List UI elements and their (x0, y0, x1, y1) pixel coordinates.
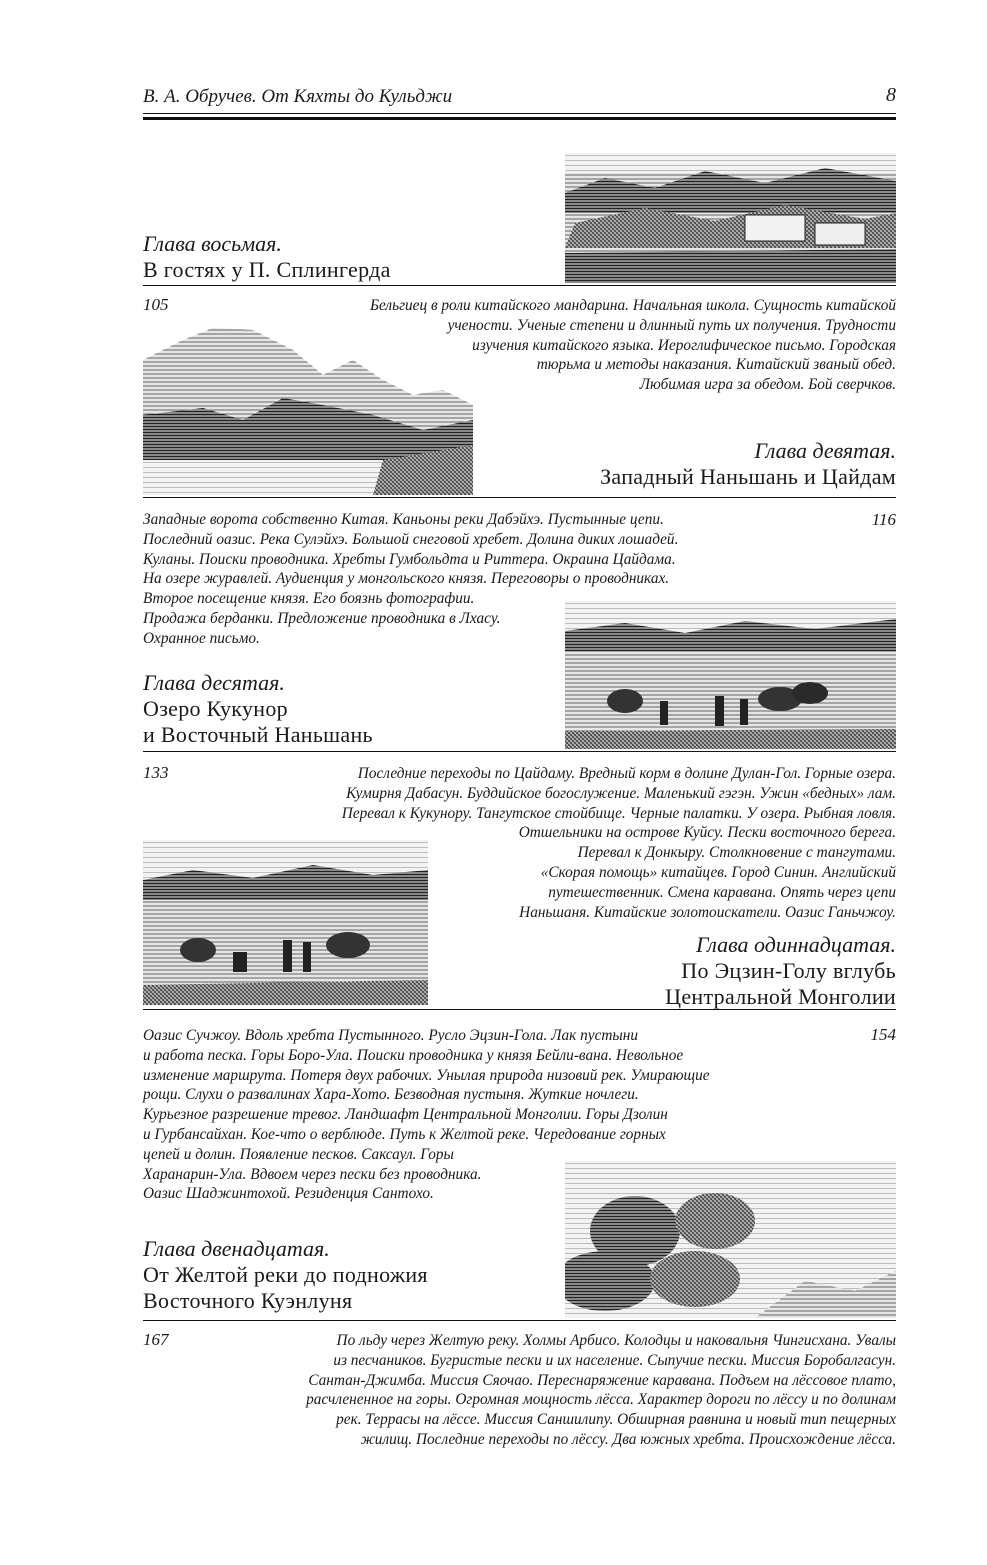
chapter-11-summary-line: Оазис Сучжоу. Вдоль хребта Пустынного. Русло Эцзин-Гола. Лак пустыни (143, 1027, 639, 1044)
chapter-12-rule (143, 1320, 896, 1321)
chapter-12-title-line-2: Восточного Куэнлуня (143, 1288, 353, 1313)
chapter-8-heading (143, 231, 391, 283)
chapter-12-title-line-1: От Желтой реки до подножия (143, 1262, 428, 1287)
chapter-12-summary-line: из песчаников. Бугристые пески и их население. Сыпучие пески. Миссия Боробалгасун. (333, 1351, 896, 1369)
chapter-12-heading (143, 1236, 428, 1314)
chapter-11-summary-line: цепей и долин. Появление песков. Саксаул. Горы (143, 1145, 454, 1163)
chapter-12-summary-line: жилищ. Последние переходы по лёссу. Два южных хребта. Происхождение лёсса. (360, 1430, 896, 1448)
chapter-11-summary-line: Оазис Шаджинтохой. Резиденция Сантохо. (143, 1185, 434, 1203)
chapter-10-summary-line: путешественник. Смена каравана. Опять через цепи (548, 883, 896, 901)
chapter-10-summary-line: Перевал к Кукунору. Тангутское стойбище. Черные палатки. У озера. Рыбная ловля. (341, 804, 896, 822)
chapter-9-page: 116 (871, 510, 896, 529)
chapter-11-summary-line: рощи. Слухи о развалинах Хара-Хото. Безводная пустыня. Жуткие ночлеги. (143, 1086, 639, 1104)
chapter-9-heading (600, 438, 896, 490)
chapter-12-summary-line: По льду через Желтую реку. Холмы Арбисо. Колодцы и наковальня Чингисхана. Увалы (336, 1332, 896, 1349)
chapter-10-title-line-1: Озеро Кукунор (143, 696, 288, 721)
header-rule-thick (143, 117, 896, 120)
chapter-9-summary-line: На озере журавлей. Аудиенция у монгольского князя. Переговоры о проводниках. (143, 570, 670, 588)
chapter-8-label: Глава восьмая. (143, 231, 282, 256)
chapter-8-summary-line: изучения китайского языка. Иероглифическое письмо. Городская (472, 336, 896, 354)
chapter-12-summary-line: рек. Террасы на лёссе. Миссия Саншилипу. Обширная равнина и новый тип пещерных (336, 1411, 896, 1429)
chapter-8-summary-line: учености. Ученые степени и длинный путь их получения. Трудности (447, 316, 896, 334)
chapter-12-summary-line: Сантан-Джимба. Миссия Сяочао. Переснаряжение каравана. Подъем на лёссовое плато, (308, 1371, 896, 1389)
chapter-9-summary-line: Западные ворота собственно Китая. Каньоны реки Дабэйхэ. Пустынные цепи. (143, 511, 664, 528)
chapter-12-summary (176, 1331, 896, 1450)
chapter-11-title-line-1: По Эцзин-Голу вглубь (681, 958, 896, 983)
chapter-8-summary-line: тюрьма и методы наказания. Китайский званый обед. (536, 356, 896, 374)
chapter-11-rule (143, 1009, 896, 1010)
chapter-10-rule (143, 751, 896, 752)
chapter-10-page: 133 (143, 763, 169, 782)
chapter-9-summary-line: Продажа берданки. Предложение проводника в Лхасу. (143, 609, 501, 627)
chapter-9-summary-line: Второе посещение князя. Его боязнь фотографии. (143, 590, 475, 608)
chapter-9-summary-line: Последний оазис. Река Сулэйхэ. Большой снеговой хребет. Долина диких лошадей. (143, 530, 679, 548)
chapter-10-summary-line: Отшельники на острове Куйсу. Пески восточного берега. (518, 824, 896, 842)
chapter-11-heading (665, 932, 896, 1010)
chapter-12-page: 167 (143, 1330, 169, 1349)
chapter-9-label: Глава девятая. (754, 438, 896, 463)
chapter-11-label: Глава одиннадцатая. (695, 932, 896, 957)
chapter-8-summary-line: Бельгиец в роли китайского мандарина. Начальная школа. Сущность китайской (370, 297, 896, 314)
chapter-11-page: 154 (870, 1025, 896, 1044)
chapter-10-label: Глава десятая. (143, 670, 285, 695)
chapter-9-title: Западный Наньшань и Цайдам (600, 464, 896, 489)
chapter-9-summary-line: Куланы. Поиски проводника. Хребты Гумбольдта и Риттера. Окраина Цайдама. (143, 550, 676, 568)
chapter-11-summary-line: и Гурбансайхан. Кое-что о верблюде. Путь к Желтой реке. Чередование горных (143, 1125, 666, 1143)
chapter-10-heading (143, 670, 373, 748)
running-title: В. А. Обручев. От Кяхты до Кульджи (143, 86, 453, 107)
chapter-11-summary-line: изменение маршрута. Потеря двух рабочих. Унылая природа низовий рек. Умирающие (143, 1066, 710, 1084)
header-rule-thin (143, 113, 896, 114)
caravan-camels-engraving (565, 601, 896, 749)
chapter-8-rule (143, 285, 896, 286)
chapter-10-summary (196, 764, 896, 922)
chapter-8-summary-line: Любимая игра за обедом. Бой сверчков. (639, 376, 896, 394)
chapter-12-summary-line: расчлененное на горы. Огромная мощность лёсса. Характер дороги по лёссу и по долинам (306, 1391, 896, 1409)
chapter-8-title: В гостях у П. Сплингерда (143, 257, 391, 282)
chapter-10-summary-line: Перевал к Донкыру. Столкновение с тангутами. (577, 844, 896, 862)
chapter-10-summary-line: Наньшаня. Китайские золотоискатели. Оазис Ганьчжоу. (519, 903, 896, 921)
chapter-11-summary-line: и работа песка. Горы Боро-Ула. Поиски проводника у князя Бейли-вана. Невольное (143, 1046, 684, 1064)
chapter-11-title-line-2: Центральной Монголии (665, 984, 896, 1009)
rocky-boulders-engraving (565, 1161, 896, 1318)
chapter-11-summary-line: Курьезное разрешение тревог. Ландшафт Центральной Монголии. Горы Дзолин (143, 1106, 668, 1124)
chapter-8-page: 105 (143, 295, 169, 314)
chapter-10-summary-line: Кумирня Дабасун. Буддийское богослужение. Маленький гэгэн. Ужин «бедных» лам. (346, 784, 896, 802)
chapter-12-label: Глава двенадцатая. (143, 1236, 330, 1261)
page-number: 8 (886, 84, 896, 106)
chapter-8-summary (246, 296, 896, 395)
chapter-11-summary-line: Харанарин-Ула. Вдвоем через пески без проводника. (143, 1165, 482, 1183)
chapter-9-rule (143, 497, 896, 498)
chapter-9-summary-line: Охранное письмо. (143, 629, 260, 647)
chapter-10-summary-line: Последние переходы по Цайдаму. Вредный корм в долине Дулан-Гол. Горные озера. (357, 765, 896, 782)
chapter-10-summary-line: «Скорая помощь» китайцев. Город Синин. Английский (540, 863, 896, 881)
chapter-10-title-line-2: и Восточный Наньшань (143, 722, 373, 747)
town-rooftops-engraving (565, 153, 896, 283)
